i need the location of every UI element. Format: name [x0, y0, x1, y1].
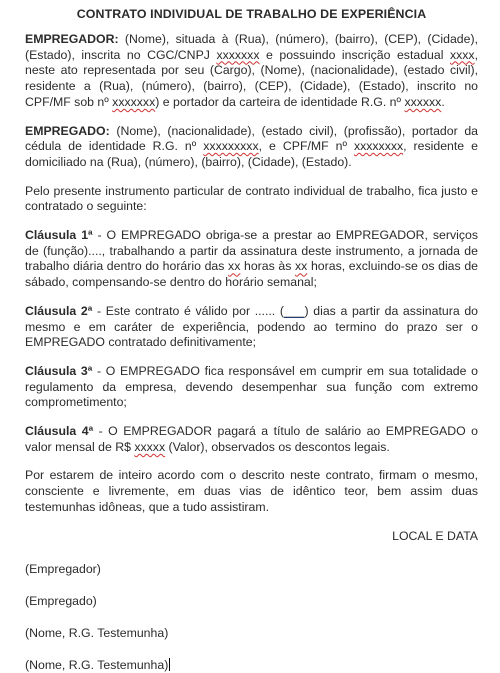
paragraph-clausula-4[interactable] — [25, 424, 478, 455]
empregado-text-3: , residente e domiciliado na (Rua), (número), (bairro), (Cidade), (Estado). — [25, 139, 478, 169]
empregador-text-1: (Nome), situada à (Rua), (número), (bairro), (CEP), (Cidade), (Estado), inscrita no CGC/CNPJ — [25, 32, 478, 62]
empregado-label: EMPREGADO: — [25, 123, 110, 138]
empregado-text-2: , e CPF/MF nº — [258, 139, 354, 154]
empregador-text-4: ) e portador da carteira de identidade R.G. nº — [155, 94, 405, 109]
paragraph-intro[interactable]: Pelo presente instrumento particular de contrato individual de trabalho, fica justo e contratado o seguinte: — [25, 183, 478, 214]
clausula-2-label: Cláusula 2ª — [25, 303, 93, 318]
hora-inicio-placeholder: xx — [228, 259, 241, 274]
rg-placeholder: xxxxxx — [404, 94, 442, 109]
signature-testemunha-2-line[interactable] — [25, 658, 478, 673]
signature-testemunha-1[interactable]: (Nome, R.G. Testemunha) — [25, 625, 169, 640]
clausula-3-text-1: - O EMPREGADO fica responsável em cumprir em sua totalidade o regulamento da empresa, devendo desempenhar sua função com extremo comprometimento; — [25, 363, 478, 410]
hora-fim-placeholder: xx — [295, 259, 308, 274]
signature-testemunha-2: (Nome, R.G. Testemunha) — [25, 657, 169, 672]
paragraph-empregado[interactable] — [25, 124, 478, 171]
empregador-label: EMPREGADOR: — [25, 32, 119, 46]
clausula-4-text-2: (Valor), observados os descontos legais. — [165, 439, 390, 454]
ie-placeholder: xxxx — [449, 47, 475, 62]
clausula-2-text-2: ) dias a partir da assinatura do mesmo e em caráter de experiência, podendo ao termino do prazo ser o EMPREGADO contratado definitivamente; — [25, 303, 478, 350]
clausula-1-text-3: horas, excluindo-se os dias de sábado, compensando-se dentro do horário semanal; — [25, 259, 478, 290]
paragraph-empregador[interactable] — [25, 32, 478, 111]
empregador-text-2: e possuindo inscrição estadual — [259, 47, 450, 62]
clausula-1-text-2: horas às — [240, 259, 296, 274]
empregado-rg-placeholder: xxxxxxxxx — [203, 139, 259, 154]
paragraph-clausula-1[interactable] — [25, 228, 478, 291]
clausula-3-label: Cláusula 3ª — [25, 363, 93, 378]
clausula-2-text-1: - Este contrato é válido por ...... ( — [92, 303, 284, 318]
clausula-4-text-1: - O EMPREGADOR pagará a título de salário ao EMPREGADO o valor mensal de R$ — [25, 424, 478, 454]
cpf-placeholder: xxxxxxx — [112, 94, 156, 109]
clausula-4-label: Cláusula 4ª — [25, 424, 94, 439]
signature-empregado[interactable]: (Empregado) — [25, 593, 97, 608]
document-title: CONTRATO INDIVIDUAL DE TRABALHO DE EXPERIÊNCIA — [76, 7, 427, 21]
empregador-text-3: , neste ato representada por seu (Cargo), (Nome), (nacionalidade), (estado civil), residente a (Rua), (número), (bairro), (CEP), (Cidade), (Estado), inscrito no CPF/MF sob nº — [25, 47, 478, 109]
paragraph-clausula-3[interactable] — [25, 364, 478, 411]
clausula-1-text-1: - O EMPREGADO obriga-se a prestar ao EMPREGADOR, serviços de (função)...., trabalhando a partir da assinatura deste instrumento, a jornada de trabalho diária dentro do horário das — [25, 228, 479, 274]
empregado-text-1: (Nome), (nacionalidade), (estado civil), (profissão), portador da cédula de identidade R.G. nº — [25, 123, 478, 154]
signature-empregador[interactable]: (Empregador) — [25, 561, 101, 576]
paragraph-closing[interactable]: Por estarem de inteiro acordo com o descrito neste contrato, firmam o mesmo, consciente e livremente, em duas vias de idêntico teor, bem assim duas testemunhas idôneas, que a tudo assistiram. — [25, 468, 478, 514]
cnpj-placeholder: xxxxxxx — [216, 47, 260, 62]
paragraph-clausula-2[interactable] — [25, 304, 478, 351]
local-e-data[interactable]: LOCAL E DATA — [392, 528, 478, 543]
valor-placeholder: xxxxx — [134, 439, 166, 454]
empregado-cpf-placeholder: xxxxxxxx — [353, 139, 404, 154]
empregador-text-5: . — [441, 94, 445, 109]
dias-blank: ___ — [283, 303, 305, 318]
text-cursor — [169, 658, 170, 671]
clausula-1-label: Cláusula 1ª — [25, 228, 93, 243]
